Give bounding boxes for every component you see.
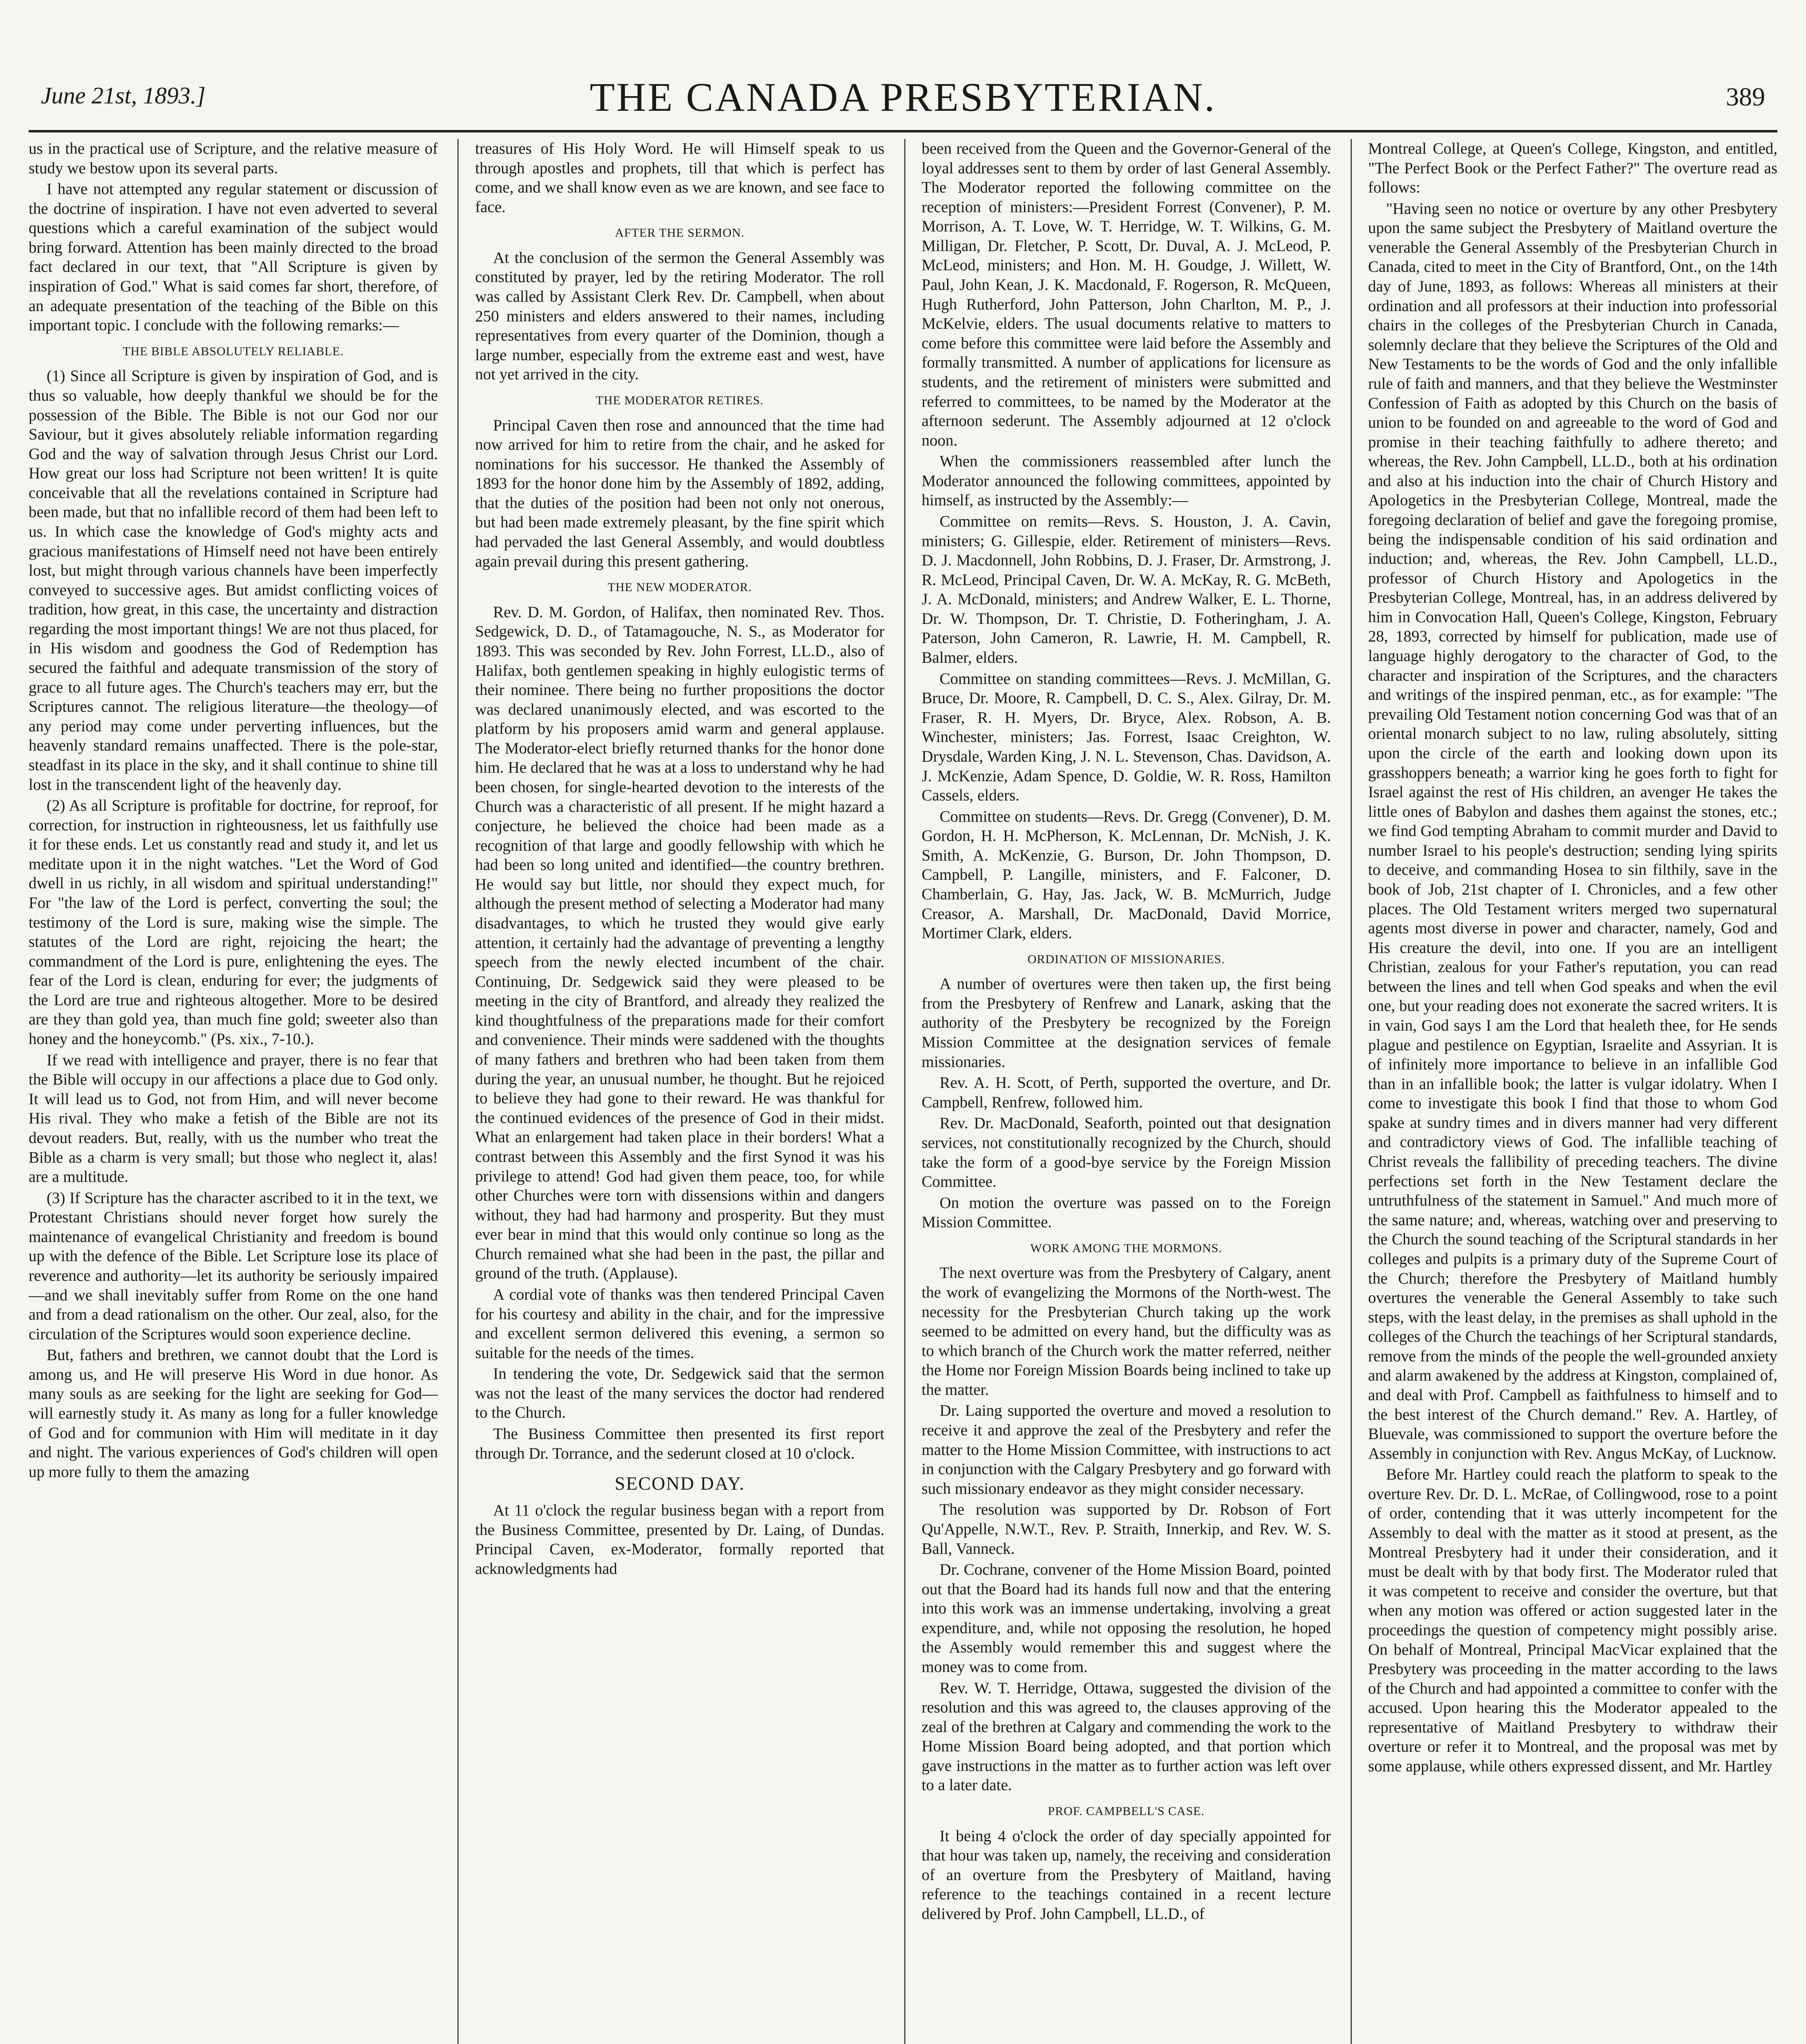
header-rule xyxy=(29,130,1777,132)
paragraph: When the commissioners reassembled after lunch the Moderator announced the following committees, appointed by himself, as instructed by the Assembly:— xyxy=(921,453,1331,509)
day-heading: SECOND DAY. xyxy=(614,1473,745,1494)
paragraph: If we read with intelligence and prayer, there is no fear that the Bible will occupy in our affections a place due to God only. It will lead us to God, not from Him, and will never become His rival. They who make a fetish of the Bible are not its devout readers. But, really, with us the number who treat the Bible as a charm is very small; but those who neglect it, alas! are a multitude. xyxy=(29,1051,438,1186)
paragraph: Rev. D. M. Gordon, of Halifax, then nominated Rev. Thos. Sedgewick, D. D., of Tatamagouche, N. S., as Moderator for 1893. This was seconded by Rev. John Forrest, LL.D., also of Halifax, both gentlemen speaking in highly eulogistic terms of their nominee. There being no further propositions the doctor was declared unanimously elected, and was escorted to the platform by his proposers amid warm and general applause. The Moderator-elect briefly returned thanks for the honor done him. He declared that he was at a loss to understand why he had been chosen, for single-hearted devotion to the interests of the Church was a characteristic of all present. If he might hazard a conjecture, he believed the choice had been made as a recognition of that large and goodly fellowship with which he had been so long united and identified—the country brethren. He would say but little, nor should they expect much, for although the present method of selecting a Moderator had many disadvantages, to which he trusted they would give early attention, it certainly had the advantage of preventing a lengthy speech from the newly elected incumbent of the chair. Continuing, Dr. Sedgewick said they were pleased to be meeting in the city of Brantford, and already they realized the kind thoughtfulness of the preparations made for their comfort and convenience. Their minds were saddened with the thoughts of many fathers and brethren who had been taken from them during the year, an unusual number, he thought. But he rejoiced to believe they had gone to their reward. He was thankful for the continued evidences of the presence of God in their midst. What an enlargement had taken place in their borders! What a contrast between this Assembly and the first Synod it was his privilege to attend! God had given them peace, too, for while other Churches were torn with dissensions within and dangers without, they had had harmony and prosperity. But they must ever bear in mind that this would only continue so long as the Church remained what she had been in the past, the pillar and ground of the truth. (Applause). xyxy=(475,603,885,1282)
paragraph: Rev. Dr. MacDonald, Seaforth, pointed out that designation services, not constitutionally recognized by the Church, should take the form of a good-bye service by the Foreign Mission Committee. xyxy=(921,1114,1331,1191)
paragraph: Committee on standing committees—Revs. J. McMillan, G. Bruce, Dr. Moore, R. Campbell, D. C. S., Alex. Gilray, Dr. M. Fraser, R. H. Myers, Dr. Bryce, Alex. Robson, A. B. Winchester, ministers; Jas. Forrest, Isaac Creighton, W. Drysdale, Warden King, J. N. L. Stevenson, Chas. Davidson, A. J. McKenzie, Adam Spence, D. Goldie, W. R. Ross, Hamilton Cassels, elders. xyxy=(921,670,1331,805)
column-2 xyxy=(457,139,884,2044)
paragraph: It being 4 o'clock the order of day specially appointed for that hour was taken up, namely, the receiving and consideration of an overture from the Presbytery of Maitland, having reference to the teachings contained in a recent lecture delivered by Prof. John Campbell, LL.D., of xyxy=(921,1827,1331,1923)
paragraph: The Business Committee then presented its first report through Dr. Torrance, and the sederunt closed at 10 o'clock. xyxy=(475,1425,885,1462)
paragraph: (3) If Scripture has the character ascribed to it in the text, we Protestant Christians should never forget how surely the maintenance of evangelical Christianity and freedom is bound up with the defence of the Bible. Let Scripture lose its place of reverence and authority—let its authority be seriously impaired—and we shall inevitably suffer from Rome on the one hand and from a dead rationalism on the other. Our zeal, also, for the circulation of the Scriptures would soon experience decline. xyxy=(29,1189,438,1343)
article-columns xyxy=(29,139,1777,2044)
paragraph: been received from the Queen and the Governor-General of the loyal addresses sent to them by order of last General Assembly. The Moderator reported the following committee on the reception of ministers:—President Forrest (Convener), P. M. Morrison, A. T. Love, W. T. Herridge, W. T. Wilkins, G. M. Milligan, Dr. Fletcher, P. Scott, Dr. Duval, A. J. McLeod, P. McLeod, ministers; and Hon. M. H. Goudge, J. Willett, W. Paul, John Kean, J. K. Macdonald, F. Rogerson, R. McQueen, Hugh Rutherford, John Patterson, John Charlton, M. P., J. McKelvie, elders. The usual documents relative to matters to come before this committee were laid before the Assembly and formally transmitted. A number of applications for licensure as students, and the retirement of ministers were submitted and referred to committees, to be named by the Moderator at the afternoon sederunt. The Assembly adjourned at 12 o'clock noon. xyxy=(921,140,1331,449)
paragraph: Principal Caven then rose and announced that the time had now arrived for him to retire from the chair, and he asked for nominations for his successor. He thanked the Assembly of 1893 for the honor done him by the Assembly of 1892, adding, that the duties of the position had been not only not onerous, but had been made extremely pleasant, by the fine spirit which had pervaded the last General Assembly, and would doubtless again prevail during this present gathering. xyxy=(475,416,885,570)
paragraph: (1) Since all Scripture is given by inspiration of God, and is thus so valuable, how deeply thankful we should be for the possession of the Bible. The Bible is not our God nor our Saviour, but it gives absolutely reliable information regarding God and the way of salvation through Jesus Christ our Lord. How great our loss had Scripture not been written! It is quite conceivable that all the revelations contained in Scripture had been made, but that no infallible record of them had been left to us. In which case the knowledge of God's mighty acts and gracious manifestations of Himself need not have been entirely lost, but might through various channels have been imperfectly conveyed to successive ages. But amidst conflicting voices of tradition, how great, in this case, the uncertainty and distraction regarding the most important things! We are not thus placed, for in His wisdom and goodness the God of Redemption has secured the faithful and adequate transmission of the story of grace to all future ages. The Church's teachers may err, but the Scriptures cannot. The religious literature—the theology—of any period may come under perverting influences, but the heavenly standard remains unaffected. There is the pole-star, steadfast in its place in the sky, and it shall continue to shine till lost in the transcendent light of the heavenly day. xyxy=(29,367,438,793)
paragraph: The next overture was from the Presbytery of Calgary, anent the work of evangelizing the Mormons of the North-west. The necessity for the Presbyterian Church taking up the work seemed to be admitted on every hand, but the difficulty was as to which branch of the Church work the matter referred, neither the Home nor Foreign Mission Boards being inclined to take up the matter. xyxy=(921,1264,1331,1399)
paragraph: Dr. Cochrane, convener of the Home Mission Board, pointed out that the Board had its hands full now and that the entering into this work was an immense undertaking, involving a great expenditure, and, while not opposing the resolution, he hoped the Assembly would remember this and suggest where the money was to come from. xyxy=(921,1561,1331,1676)
section-heading: THE MODERATOR RETIRES. xyxy=(596,393,764,407)
paragraph: Committee on students—Revs. Dr. Gregg (Convener), D. M. Gordon, H. H. McPherson, K. McLennan, Dr. McNish, J. K. Smith, A. McKenzie, G. Burson, Dr. John Thompson, D. Campbell, P. Langille, ministers, and F. Falconer, D. Chamberlain, G. Hay, Jas. Jack, W. B. McMurrich, Judge Creasor, A. Marshall, Dr. MacDonald, David Morrice, Mortimer Clark, elders. xyxy=(921,807,1331,942)
paragraph: "Having seen no notice or overture by any other Presbytery upon the same subject the Presbytery of Maitland overture the venerable the General Assembly of the Presbyterian Church in Canada, cited to meet in the City of Brantford, Ont., on the 14th day of June, 1893, as follows: Whereas all ministers at their ordination and all professors at their induction into professorial chairs in the colleges of the Presbyterian Church in Canada, solemnly declare that they believe the Scriptures of the Old and New Testaments to be the words of God and the only infallible rule of faith and manners, and that they believe the Westminster Confession of Faith as adopted by this Church on the basis of union to be founded on and agreeable to the word of God and promise in their teaching faithfully to adhere thereto; and whereas, the Rev. John Campbell, LL.D., both at his ordination and also at his induction into the chair of Church History and Apologetics in the Presbyterian College, Montreal, made the foregoing declaration of belief and gave the foregoing promise, being the indispensable condition of his said ordination and induction; and, whereas, the Rev. John Campbell, LL.D., professor of Church History and Apologetics in the Presbyterian College, Montreal, has, in an address delivered by him in Convocation Hall, Queen's College, Kingston, February 28, 1893, corrected by himself for publication, made use of language highly derogatory to the character of God, to the character and inspiration of the Scriptures, and the characters and writings of the inspired penman, etc., as for example: "The prevailing Old Testament notion concerning God was that of an oriental monarch subject to no law, ruling absolutely, sitting upon the circle of the earth and looking down upon its grasshoppers beneath; a warrior king he goes forth to fight for Israel against the rest of His children, an avenger He takes the little ones of Babylon and dashes them against the stones, etc.; we find God tempting Abraham to commit murder and David to number Israel to his people's destruction; sending lying spirits to deceive, and commanding Hosea to sin filthily, save in the book of Job, 21st chapter of I. Chronicles, and a few other places. The Old Testament writers merged two supernatural agents most diverse in power and character, namely, God and His creature the devil, into one. If you are an intelligent Christian, zealous for your Father's reputation, you can read between the lines and tell when God speaks and when the evil one, but your reading does not exonerate the sacred writers. It is in vain, God says I am the Lord that healeth thee, for He sends plague and pestilence on Egyptian, Israelite and Assyrian. It is of infinitely more importance to believe in an infallible God than in an infallible book; the latter is vulgar idolatry. When I come to investigate this book I find that those to whom God spake at sundry times and in divers manner had very different and contradictory views of God. The infallible teaching of Christ reveals the fallibility of preceding teachers. The divine perfections set forth in the New Testament declare the untruthfulness of the statement in Samuel." And much more of the same nature; and, whereas, watching over and preserving to the Church the sound teaching of the Scriptural standards in her colleges and pulpits is a primary duty of the Supreme Court of the Church; therefore the Presbytery of Maitland humbly overtures the venerable the General Assembly to take such steps, with the least delay, in the premises as shall uphold in the colleges of the Church the teachings of her Scriptural standards, remove from the minds of the people the well-grounded anxiety and alarm awakened by the address at Kingston, complained of, and deal with Prof. Campbell as faithfulness to himself and to the best interest of the Church demand." Rev. A. Hartley, of Bluevale, was commissioned to support the overture before the Assembly in conjunction with Rev. Angus McKay, of Lucknow. xyxy=(1368,199,1777,1462)
paragraph: On motion the overture was passed on to the Foreign Mission Committee. xyxy=(921,1194,1331,1231)
paragraph: A cordial vote of thanks was then tendered Principal Caven for his courtesy and ability in the chair, and for the impressive and excellent sermon delivered this evening, a sermon so suitable for the needs of the times. xyxy=(475,1286,885,1362)
section-heading: WORK AMONG THE MORMONS. xyxy=(1030,1241,1222,1255)
section-heading: ORDINATION OF MISSIONARIES. xyxy=(1027,952,1225,966)
paragraph: The resolution was supported by Dr. Robson of Fort Qu'Appelle, N.W.T., Rev. P. Straith, Innerkip, and Rev. W. S. Ball, Vanneck. xyxy=(921,1501,1331,1558)
paragraph: Committee on remits—Revs. S. Houston, J. A. Cavin, ministers; G. Gillespie, elder. Retirement of ministers—Revs. D. J. Macdonnell, John Robbins, D. J. Fraser, Dr. Armstrong, J. R. McLeod, Principal Caven, Dr. W. A. McKay, R. G. McBeth, J. A. McDonald, ministers; and Andrew Walker, E. L. Thorne, Dr. W. Thompson, Dr. T. Christie, D. Fotheringham, J. A. Paterson, John Cameron, R. Lawrie, H. M. Campbell, R. Balmer, elders. xyxy=(921,512,1331,667)
paragraph: (2) As all Scripture is profitable for doctrine, for reproof, for correction, for instruction in righteousness, let us faithfully use it for these ends. Let us constantly read and study it, and let us meditate upon it in the night watches. "Let the Word of God dwell in us richly, in all wisdom and spiritual understanding!" For "the law of the Lord is perfect, converting the soul; the testimony of the Lord is sure, making wise the simple. The statutes of the Lord are right, rejoicing the heart; the commandment of the Lord is pure, enlightening the eyes. The fear of the Lord is clean, enduring for ever; the judgments of the Lord are true and righteous altogether. More to be desired are they than gold yea, than much fine gold; sweeter also than honey and the honeycomb." (Ps. xix., 7-10.). xyxy=(29,797,438,1048)
paragraph: Rev. W. T. Herridge, Ottawa, suggested the division of the resolution and this was agreed to, the clauses approving of the zeal of the brethren at Calgary and commending the work to the Home Mission Board being adopted, and that portion which gave instructions in the matter as to further action was left over to a later date. xyxy=(921,1679,1331,1794)
masthead xyxy=(29,74,1777,123)
paragraph: Before Mr. Hartley could reach the platform to speak to the overture Rev. Dr. D. L. McRae, of Collingwood, rose to a point of order, contending that it was utterly incompetent for the Assembly to deal with the matter as it stood at present, as the Montreal Presbytery had it under their consideration, and it must be dealt with by that body first. The Moderator ruled that it was competent to receive and consider the overture, but that when any motion was offered or action suggested later in the proceedings the question of competency might possibly arise. On behalf of Montreal, Principal MacVicar explained that the Presbytery was proceeding in the matter according to the laws of the Church and had appointed a committee to confer with the accused. Upon hearing this the Moderator appealed to the representative of Maitland Presbytery to withdraw their overture or refer it to Montreal, and the proposal was met by some applause, while others expressed dissent, and Mr. Hartley xyxy=(1368,1466,1777,1775)
paragraph: Dr. Laing supported the overture and moved a resolution to receive it and approve the zeal of the Presbytery and refer the matter to the Home Mission Committee, with instructions to act in conjunction with the Calgary Presbytery and go forward with such missionary endeavor as they might consider necessary. xyxy=(921,1402,1331,1497)
column-4 xyxy=(1351,139,1777,2044)
paragraph: treasures of His Holy Word. He will Himself speak to us through apostles and prophets, till that which is perfect has come, and we shall know even as we are known, and see face to face. xyxy=(475,140,885,216)
section-heading: PROF. CAMPBELL'S CASE. xyxy=(1048,1804,1205,1818)
newspaper-title: THE CANADA PRESBYTERIAN. xyxy=(589,74,1217,120)
section-heading: THE BIBLE ABSOLUTELY RELIABLE. xyxy=(123,344,344,358)
column-3 xyxy=(904,139,1331,2044)
column-1 xyxy=(29,139,438,2044)
paragraph: A number of overtures were then taken up, the first being from the Presbytery of Renfrew and Lanark, asking that the authority of the Presbytery be recognized by the Foreign Mission Committee at the designation services of female missionaries. xyxy=(921,975,1331,1071)
paragraph: I have not attempted any regular statement or discussion of the doctrine of inspiration. I have not even adverted to several questions which a careful examination of the subject would bring forward. Attention has been mainly directed to the broad fact declared in our text, that "All Scripture is given by inspiration of God." What is said comes far short, therefore, of an adequate presentation of the teaching of the Bible on this important topic. I conclude with the following remarks:— xyxy=(29,180,438,334)
section-heading: THE NEW MODERATOR. xyxy=(607,580,752,594)
paragraph: us in the practical use of Scripture, and the relative measure of study we bestow upon its several parts. xyxy=(29,140,438,177)
paragraph: But, fathers and brethren, we cannot doubt that the Lord is among us, and He will preserve His Word in due honor. As many souls as are seeking for the light are seeking for God—will earnestly study it. As many as long for a fuller knowledge of God and for communion with Him will meditate in it day and night. The various experiences of God's children will open up more fully to them the amazing xyxy=(29,1346,438,1481)
paragraph: Rev. A. H. Scott, of Perth, supported the overture, and Dr. Campbell, Renfrew, followed him. xyxy=(921,1074,1331,1111)
paragraph: At the conclusion of the sermon the General Assembly was constituted by prayer, led by the retiring Moderator. The roll was called by Assistant Clerk Rev. Dr. Campbell, when about 250 ministers and elders answered to their names, including representatives from every quarter of the Dominion, though a large number, especially from the extreme east and west, have not yet arrived in the city. xyxy=(475,249,885,383)
section-heading: AFTER THE SERMON. xyxy=(615,226,745,240)
page-number: 389 xyxy=(1726,82,1765,111)
paragraph: At 11 o'clock the regular business began with a report from the Business Committee, presented by Dr. Laing, of Dundas. Principal Caven, ex-Moderator, formally reported that acknowledgments had xyxy=(475,1502,885,1578)
issue-date: June 21st, 1893.] xyxy=(41,82,206,109)
paragraph: In tendering the vote, Dr. Sedgewick said that the sermon was not the least of the many services the doctor had rendered to the Church. xyxy=(475,1365,885,1422)
paragraph: Montreal College, at Queen's College, Kingston, and entitled, "The Perfect Book or the Perfect Father?" The overture read as follows: xyxy=(1368,140,1777,197)
